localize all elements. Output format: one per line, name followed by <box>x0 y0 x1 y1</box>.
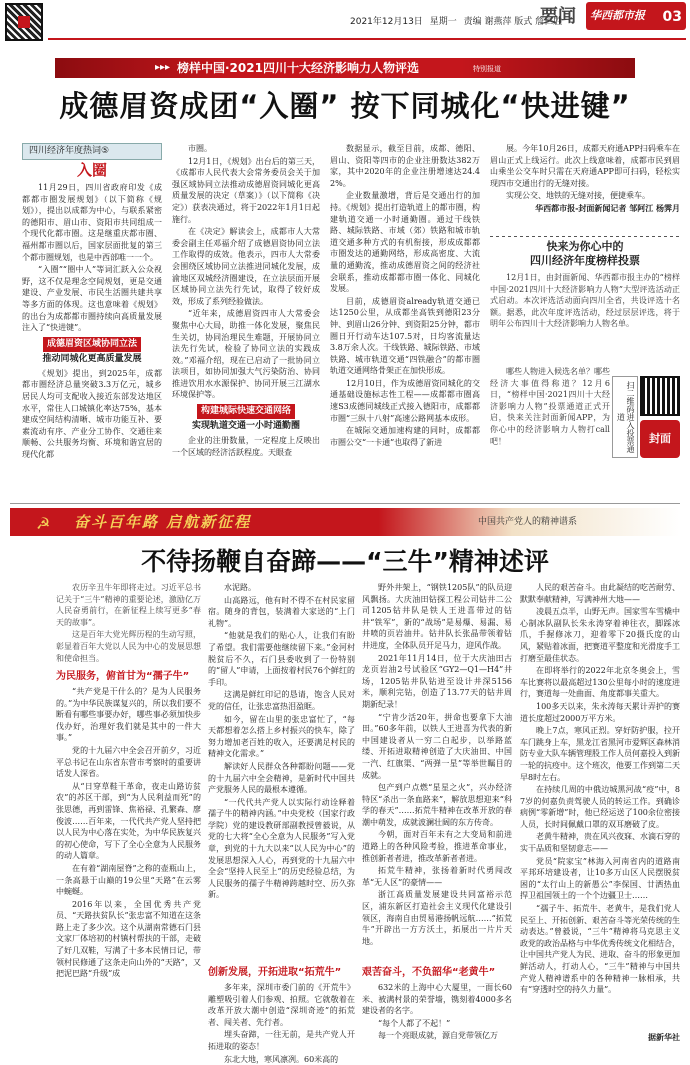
paragraph: 晚上7点，寒风正烈。穿好防护服，拉开车门跳身上车，黑龙江省黑河市爱辉区森林消防专业大队车辆管理股工作人员何嘉投入到新一轮的抗疫中。这个班次，他要工作到第二天早8时左右。 <box>520 726 680 782</box>
paragraph: 在即将举行的2022年北京冬奥会上，雪车比赛将以最高超过130公里每小时的速度进行，赛道每一处曲面、角度都事关重大。 <box>520 666 680 699</box>
article-col-2 <box>172 143 320 503</box>
paragraph: 凌晨五点半，山野无声。国家雪车雪橇中心制冰队副队长朱永涛穿着神往衣，脚踩冰爪，手握修冰刀，迎着零下20摄氏度的山风，紧贴着冰面，把赛道平整度和光滑度手工打磨至最佳状态。 <box>520 607 680 663</box>
paragraph: 企业的注册数量，一定程度上反映出一个区域的经济活跃程度。天眼查 <box>172 436 320 457</box>
paragraph: 每一个亮眼成就，源自党带领亿万 <box>378 1031 498 1041</box>
banner-top <box>55 58 635 78</box>
qr-code-top <box>5 3 43 41</box>
paragraph: 12月1日，由封面新闻、华西都市报主办的“榜样中国·2021四川十大经济影响力人物”大型评选活动正式启动。本次评选活动面向四川全省，共设评选十名额。据悉，此次年度评选活动，经过层层评选，将于明年公布四川十大经济影响力人物名单。 <box>490 273 680 329</box>
banner-arrows: ▸▸▸ <box>155 62 171 73</box>
paper-logo <box>586 2 686 30</box>
paragraph: 包产到户点燃“星星之火”，兴办经济特区“杀出一条血路来”，解放思想迎来“科学的春天”……拓荒牛精神在改革开放的春潮中萌发，成就波澜壮阔的东方传奇。 <box>362 783 512 827</box>
paragraph: 哪些人物进入候选名单？哪些经济大事值得称道？12月6日，“榜样中国·2021四川十大经济影响力人物”投票通道正式开启，快来关注封面新闻APP，为你心中的经济影响力人物打call吧！ <box>490 367 610 446</box>
paragraph: 632米的上海中心大厦里，一面长60米、被满村景的荣誉墙，镌刻着4000多名建设者的名字。 <box>362 983 512 1016</box>
bottom-col-3 <box>362 582 512 962</box>
issue-date: 2021年12月13日 <box>350 17 423 27</box>
bottom-col-2 <box>208 582 355 962</box>
subhead-1-line: 推动同城化更高质量发展 <box>42 353 142 364</box>
topic-label: 四川经济年度热词⑤ <box>22 143 162 160</box>
paragraph: 展。今年10月26日，成都天府通APP扫码乘车在眉山正式上线运行。此次上线意味着，成都市民到眉山乘坐公交车时只需在天府通APP即可扫码，轻松实现四市交通出行的无缝对接。 <box>490 144 680 188</box>
subhead-b2: 创新发展，开拓进取“拓荒牛” <box>208 967 342 978</box>
sidebar-title <box>490 240 680 269</box>
topic-box <box>22 143 162 179</box>
banner-tag: 特别报道 <box>473 65 501 73</box>
article-col-3 <box>330 143 480 503</box>
paragraph: “入圈”“圈中人”等词汇跃入公众视野，这不仅是理念空间规划，更是交通建设、产业发展、市民生活圈共建共享等多方面的体现。这也意味着《规划》的出台为成都都市圈持续向高质量发展注入了“快进键”。 <box>22 265 162 333</box>
paragraph: 2021年11月14日，位于大庆油田古龙页岩油2号试验区“GY2—Q1—H4”井场，1205钻井队钻进至设计井深5156米，顺利完钻，创造了13.77天的钻井周期新纪录！ <box>362 653 512 709</box>
paragraph: “一代代共产党人以实际行动诠释着孺子牛的精神内涵。”中央党校（国家行政学院）党的建设教研部副教授曾毅说，从党的七大将“全心全意为人民服务”写入党章，到党的十九大以来“以人民为中心”的发展思想深入人心，再到党的十九届六中全会“坚持人民至上”的历史经验总结，为人民服务的孺子牛精神跨越时空、历久弥新。 <box>208 797 355 900</box>
header-meta <box>350 16 562 29</box>
paragraph: 埋头奋蹄，一往无前，是共产党人开拓进取的姿态！ <box>208 1030 355 1051</box>
paragraph: 2016年以来，全国优秀共产党员、“天路扶贫队长”张忠富不知道在这条路上走了多少次。这个从湖南常德石门县文家厂体培初的村镇村帮扶的干部，走破了好几双鞋，写满了十多本民情日记，带领村民修通了这条走向山外的“天路”，又把泥巴路“升级”成 <box>56 899 201 979</box>
topic-word: 入圈 <box>76 161 107 180</box>
article-col-1 <box>22 182 162 502</box>
main-headline: 成德眉资成团“入圈” 按下同城化“快进键” <box>59 89 631 123</box>
paragraph: 目前，成德眉资already轨道交通已达1250公里，从成都坐高铁到德阳23分钟、到眉山26分钟、到资阳25分钟，都市圈日开行动车达107.5对，日均客流量达3.8万余人次。干线铁路、城际铁路、市域铁路、城市轨道交通“四铁融合”的都市圈轨道交通网络骨架正在加快形成。 <box>330 296 480 376</box>
cover-logo: 封面 <box>640 420 680 458</box>
divider <box>490 236 680 237</box>
sidebar-text-2 <box>490 366 610 474</box>
paragraph: 东北大地，寒风凛冽。60米高的 <box>224 1054 339 1064</box>
issue-weekday: 星期一 <box>429 17 457 27</box>
qr-caption: 扫二维码进入投票通道 <box>612 376 638 458</box>
intro-paragraph: 农历辛丑牛年即将走过。习近平总书记关于“三牛”精神的重要论述，激励亿万人民奋勇前行，在新征程上续写更多“春天的故事”。 <box>56 583 201 627</box>
paragraph: “每个人都了不起！” <box>378 1018 451 1028</box>
paragraph: 浙江高质量发展建设共同富裕示范区，浦东新区打造社会主义现代化建设引领区，海南自由贸易港扬帆远航……“拓荒牛”开辟出一方方沃土，拓展出一片片天地。 <box>362 890 512 946</box>
paragraph: 今朝，面对百年未有之大变局和前进道路上的各种风险考验，推进革命事业，推创新者者进，推改革新者者进。 <box>362 830 512 863</box>
paragraph: 在《决定》解读会上，成都市人大常委会副主任邓福介绍了成德眉资协同立法工作取得的成效。他表示，四市人大常委会围绕区域协同立法推进同城化发展，成渝地区双城经济圈建设，在立法层面开展区域协同立法先行先试，取得了较好成效，形成了系列经验做法。 <box>172 227 320 306</box>
paragraph: 《规划》提出，到2025年，成都都市圈经济总量突破3.3万亿元，城乡居民人均可支配收入接近东部发达地区水平，常住人口城镇化率达75%，基本建成空间结构清晰、城市功能互补、要素流动有序、产业分工协作、交通往来顺畅、公共服务均衡、环境和谐宜居的现代化都 <box>22 368 162 459</box>
paragraph: “他就是我们的贴心人，让我们有盼了希望。我们需要他继续留下来。”金河村脱贫后不久，石门县委收到了一份特别的“留人”申请，上面按着村民76个鲜红的手印。 <box>208 631 355 687</box>
paragraph: 在持续几周的中俄边城黑河战“疫”中，87岁的何嘉负责驾驶人员的转运工作。到确诊病例“零新增”时，他已经运送了100余位密接人员，长时间佩戴口罩的双耳磨破了皮。 <box>520 785 680 829</box>
paragraph: 党的十九届六中全会召开前夕，习近平总书记在山东省东营市考察时的重要讲话发人深省。 <box>56 745 201 779</box>
paragraph: 从“日穿草鞋干革命，夜走山路访贫农”的苏区干部，到“为人民利益而死”的张思德，再到雷锋、焦裕禄、孔繁森、廖俊波……百年来，一代代共产党人坚持把以人民为中心落在实处，为中华民族复兴的初心使命，写下了全心全意为人民服务的动人篇章。 <box>56 781 201 861</box>
intro-box <box>56 582 201 662</box>
banner-slogan: 奋斗百年路 启航新征程 <box>74 513 252 531</box>
cover-badge <box>640 376 680 458</box>
paper-name: 华西都市报 <box>590 9 645 22</box>
sidebar-title-line2: 四川经济年度榜样投票 <box>530 254 640 268</box>
sidebar-title-line1: 快来为你心中的 <box>546 240 624 253</box>
paragraph: 12月1日，《规划》出台后的第三天，《成都市人民代表大会常务委员会关于加强区域协同立法推动成德眉资同城化更高质量发展的决定（草案）》（以下简称《决定》）获表决通过，将于2022年1月1日起施行。 <box>172 156 320 224</box>
paragraph: 多年来，深圳市委门前的《开荒牛》雕塑吸引着人们参观、拍照。它就敬着在改革开放大潮中创造“深圳奇迹”的拓荒者、闯关者、先行者。 <box>208 983 355 1027</box>
paragraph: 100多天以来，朱永涛每天累计弄护的赛道长度超过2000万平方米。 <box>520 701 680 723</box>
headline-2: 不待扬鞭自奋蹄——“三牛”精神述评 <box>141 547 549 576</box>
page-number: 03 <box>662 9 682 25</box>
paragraph: 实现公交、地铁的无缝对接，便捷乘车。 <box>506 191 650 201</box>
subhead-2: 构建城际快速交通网络 <box>197 404 295 419</box>
subhead-1: 成德眉资区域协同立法 <box>43 337 141 352</box>
paragraph: 企业数量激增，背后是交通出行的加持。《规划》提出打造轨道上的都市圈，构建轨道交通一小时通勤圈。通过干线铁路、城际铁路、市域（郊）铁路和城市轨道交通多种方式的有机衔接，形成成都都市圈发达的通勤网络，形成高密度、大流量的通勤流，推动成德眉资之间的经济社会联系，推动成都都市圈一体化、同城化发展。 <box>330 191 480 294</box>
intro-paragraph: 这是百年大党光辉历程的生动写照，彰显着百年大党以人民为中心的发展思想和使命担当。 <box>56 630 201 663</box>
credit: 据新华社 <box>648 1032 680 1042</box>
paragraph: 拓荒牛精神，张扬着新时代勇闯改革“无人区”的豪情—— <box>362 866 512 887</box>
banner-bottom <box>10 508 680 536</box>
party-emblem-icon: ☭ <box>36 514 51 533</box>
bottom-col-1 <box>56 686 201 1041</box>
byline: 华西都市报-封面新闻记者 邹阿江 杨霁月 <box>535 202 680 213</box>
bottom-col-2b <box>208 982 355 1064</box>
bottom-col-4 <box>520 582 680 1030</box>
paragraph: 在城际交通加速构建的同时，成都都市圈公交“一卡通”也取得了新进 <box>330 426 480 447</box>
paragraph: 老黄牛精神，贵在风兴夜寐、水滴石穿的实干品质和坚韧意志—— <box>520 832 680 854</box>
banner-title: 榜样中国·2021四川十大经济影响力人物评选 <box>177 61 419 75</box>
subhead-b1: 为民服务，俯首甘为“孺子牛” <box>56 671 190 682</box>
subhead-2-line: 实现轨道交通一小时通勤圈 <box>191 421 300 432</box>
paragraph: 数据显示，截至目前，成都、德阳、眉山、资阳等四市的企业注册数达382万家，其中2020年的企业注册增速达24.42%。 <box>330 144 480 188</box>
paragraph: 这满是鲜红印记的恳请，饱含人民对党的信任，让张忠富热泪盈眶。 <box>208 690 355 711</box>
paragraph: 野外井架上，“钢铁1205队”的队员迎风飘扬。大庆油田钻探工程公司钻井二公司1205钻井队是铁人王进喜带过的钻井“铁军”，新的“战场”是易爆、易漏、易井喷的页岩油井。钻井队长张晶带领着钻井进度，全体队员开足马力，迎风作战。 <box>362 583 512 650</box>
paragraph: 人民的艰苦奋斗。由此凝结的吃苦耐劳、默默奉献精神，写满神州大地—— <box>520 583 680 604</box>
banner-bottom-tag: 中国共产党人的精神谱系 <box>478 517 578 527</box>
paragraph: 解读好人民群众各种都盼问题——党的十九届六中全会精神，是新时代中国共产党服务人民的最根本遵循。 <box>208 761 355 795</box>
paragraph: 如今，留在山里的张忠富忙了，“每天都想着怎么搭上乡村振兴的快车，除了努力增加老百姓的收入，还要满足村民的精神文化需求。” <box>208 714 355 759</box>
header-rule <box>48 38 686 40</box>
paragraph: 11月29日，四川省政府印发《成都都市圈发展规划》（以下简称《规划》），提出以成都为中心，与联系紧密的德阳市、眉山市、资阳市共同组成一个现代化都市圈。这是继重庆都市圈、福州都市圈以后，国家层面批复的第三个都市圈规划，也是中西部唯一一个。 <box>22 183 162 262</box>
paragraph: 山高路远，他有时不得不在村民家留宿。随身的背包，装满着大家送的“上门礼物”。 <box>208 595 355 628</box>
paragraph: “近年来，成德眉资四市人大常委会聚焦中心大局，助推一体化发展，聚焦民生关切，协同治理民生难题，开展协同立法先行先试，检验了协同立法的实践成效。”邓福介绍，现在已启动了一批协同立法项目，如协同加强大气污染防治、协同推进饮用水水源保护、协同开展三江湖水环境保护等。 <box>172 309 320 400</box>
paragraph: 水泥路。 <box>224 583 256 592</box>
paragraph: “宁肯少活20年，拼命也要拿下大油田。”60多年前，以铁人王进喜为代表的新中国建设者从一穷二白起步，以举路蓝缕、开拓进取精神创造了大庆油田、中国一汽、红旗渠、“两弹一星”等举世瞩目的成就。 <box>362 712 512 780</box>
paragraph: 市圈。 <box>188 144 212 153</box>
bottom-col-3b <box>362 982 512 1042</box>
paragraph: “孺子牛、拓荒牛、老黄牛，是我们党人民至上、开拓创新、艰苦奋斗等光荣传统的生动表达。”曾毅说，“三牛”精神将马克思主义政党的政治品格与中华优秀传统文化相结合，让中国共产党人为民、进取、奋斗的形象更加鲜活动人，打动人心，“三牛”精神与中国共产党人精神谱系中的各种精神一脉相承，共有“穿透时空的持久力量”。 <box>520 904 680 995</box>
subhead-b3: 艰苦奋斗，不负韶华“老黄牛” <box>362 967 496 978</box>
qr-code-icon[interactable] <box>640 376 680 416</box>
sidebar-text-1 <box>490 272 680 364</box>
paragraph: 党员“院家宝”林海入河南省内的道路南平邦环培建设者，让10多万山区人民摆脱贫困的“太行山上的新愚公”李保国、廿洒热血捍卫祖国领土的一个个边疆卫士…… <box>520 856 680 901</box>
paragraph: “共产党是干什么的？是为人民服务的。”为中华民族谋复兴的，所以我们要不断看有哪些事要办好，哪些事必须加快步伐办好，治理好我们就是其中的一件大事。” <box>56 687 201 743</box>
section-label: 要闻 <box>540 6 576 27</box>
paragraph: 在有着“湖南屋脊”之称的壶瓶山上，一条高悬于山巅的19公里“天路”在云雾中蜿蜒。 <box>56 863 201 897</box>
section-divider <box>10 503 680 504</box>
article-col-4 <box>490 143 680 233</box>
editors-line: 责编 谢燕萍 版式 詹仁胜 <box>463 17 563 27</box>
paragraph: 12月10日，作为成德眉资同城化的交通基础设施标志性工程——成都都市圈高速S3成德同城线正式接入德阳市，成都都市圈“三纵十八射”高速公路网基本成形。 <box>330 378 480 423</box>
